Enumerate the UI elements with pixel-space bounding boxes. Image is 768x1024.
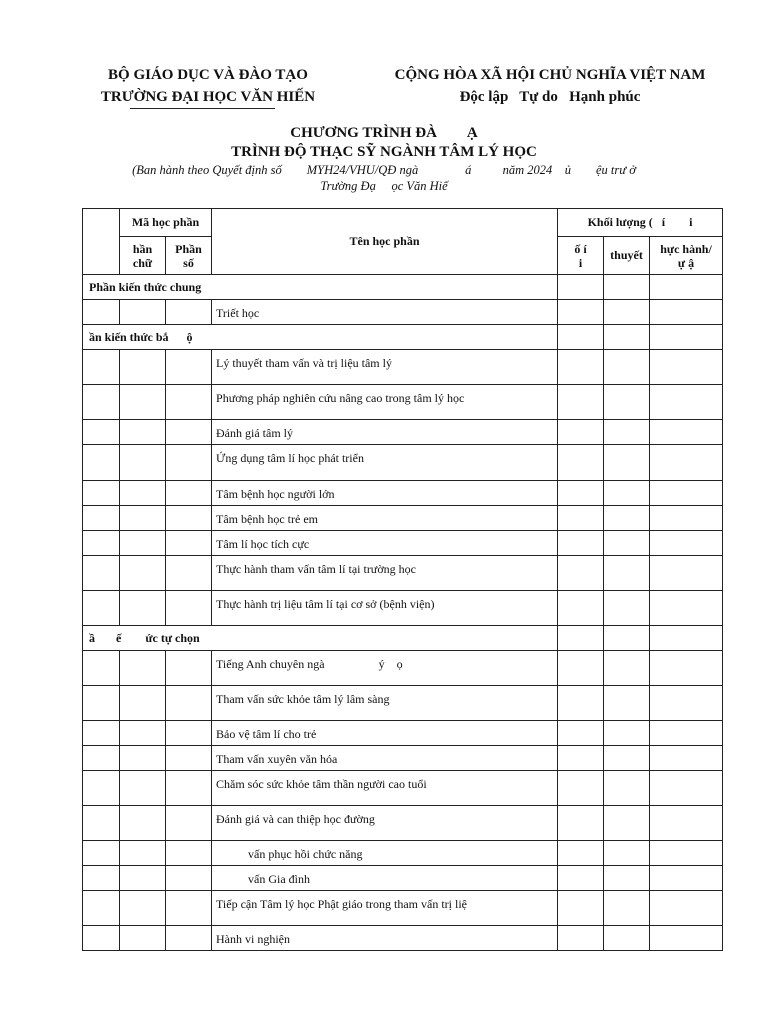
empty-cell [120,841,166,866]
table-row [83,771,723,806]
empty-cell [604,445,650,481]
table-row [83,591,723,626]
empty-cell [166,721,212,746]
empty-cell [604,275,650,300]
table-row [83,866,723,891]
empty-cell [650,506,723,531]
empty-cell [166,420,212,445]
empty-cell [650,481,723,506]
empty-cell [83,481,120,506]
empty-cell [558,771,604,806]
empty-cell [604,686,650,721]
empty-cell [650,866,723,891]
empty-cell [604,325,650,350]
empty-cell [120,350,166,385]
table-row [83,926,723,951]
empty-cell [604,651,650,686]
curriculum-table [82,208,723,951]
empty-cell [166,891,212,926]
empty-cell [83,531,120,556]
empty-cell [120,445,166,481]
table-row [83,746,723,771]
empty-cell [604,300,650,325]
empty-cell [120,891,166,926]
decree-note: (Ban hành theo Quyết định số MYH24/VHU/QĐ ngà á năm 2024 ủ ệu trư ở [132,163,636,177]
empty-cell [558,841,604,866]
empty-cell [166,300,212,325]
empty-cell [558,806,604,841]
empty-cell [650,300,723,325]
empty-cell [558,591,604,626]
section-title: ần kiến thức bắ ộ [83,325,558,350]
empty-cell [558,866,604,891]
header-underline-left [130,108,275,109]
empty-cell [120,686,166,721]
header-workload: Khối lượng ( í i [558,209,723,237]
empty-cell [120,721,166,746]
course-name: Chăm sóc sức khỏe tâm thần người cao tuổi [212,771,558,806]
empty-cell [166,350,212,385]
empty-cell [558,686,604,721]
empty-cell [120,926,166,951]
empty-cell [83,686,120,721]
empty-cell [120,866,166,891]
empty-cell [558,926,604,951]
empty-cell [120,481,166,506]
empty-cell [83,556,120,591]
empty-cell [604,591,650,626]
empty-cell [83,350,120,385]
empty-cell [604,891,650,926]
university-name: TRƯỜNG ĐẠI HỌC VĂN HIẾN [100,89,316,105]
ministry-name: BỘ GIÁO DỤC VÀ ĐÀO TẠO [108,67,308,83]
section-row [83,325,723,350]
ministry-header [90,64,326,108]
empty-cell [650,721,723,746]
header-practice: hực hành/ ự ậ [650,237,723,275]
empty-cell [558,626,604,651]
table-row [83,385,723,420]
empty-cell [558,325,604,350]
empty-cell [83,506,120,531]
course-name: Tiếng Anh chuyên ngà ý ọ [212,651,558,686]
empty-cell [83,806,120,841]
empty-cell [83,866,120,891]
empty-cell [604,385,650,420]
header-code-numbers: Phần số [166,237,212,275]
empty-cell [650,531,723,556]
empty-cell [650,420,723,445]
empty-cell [83,721,120,746]
table-row [83,806,723,841]
empty-cell [558,420,604,445]
table-row [83,651,723,686]
empty-cell [83,445,120,481]
empty-cell [166,926,212,951]
empty-cell [650,746,723,771]
empty-cell [558,721,604,746]
decree-note-line2: Trường Đạ ọc Văn Hiế [320,179,448,193]
empty-cell [166,746,212,771]
empty-cell [120,506,166,531]
empty-cell [604,481,650,506]
section-row [83,275,723,300]
empty-cell [650,806,723,841]
empty-cell [604,531,650,556]
republic-name: CỘNG HÒA XÃ HỘI CHỦ NGHĨA VIỆT NAM [394,67,706,83]
empty-cell [558,350,604,385]
empty-cell [83,300,120,325]
course-name: Phương pháp nghiên cứu nâng cao trong tâm lý học [212,385,558,420]
empty-cell [650,626,723,651]
header-code-letters: hần chữ [120,237,166,275]
empty-cell [120,746,166,771]
empty-cell [604,771,650,806]
header-course-name: Tên học phần [212,209,558,275]
empty-cell [83,841,120,866]
empty-cell [120,771,166,806]
empty-cell [604,866,650,891]
empty-cell [650,591,723,626]
course-name: Tham vấn sức khỏe tâm lý lâm sàng [212,686,558,721]
empty-cell [120,420,166,445]
empty-cell [604,506,650,531]
empty-cell [83,746,120,771]
program-level-title: TRÌNH ĐỘ THẠC SỸ NGÀNH TÂM LÝ HỌC [231,144,537,160]
empty-cell [83,420,120,445]
empty-cell [166,771,212,806]
section-row [83,626,723,651]
table-row [83,556,723,591]
empty-cell [166,506,212,531]
course-name: Tâm bệnh học người lớn [212,481,558,506]
section-title: Phần kiến thức chung [83,275,558,300]
empty-cell [558,746,604,771]
empty-cell [650,275,723,300]
empty-cell [166,806,212,841]
empty-cell [166,531,212,556]
course-name: Tâm bệnh học trẻ em [212,506,558,531]
empty-cell [558,300,604,325]
empty-cell [166,481,212,506]
empty-cell [558,385,604,420]
course-name: Tiếp cận Tâm lý học Phật giáo trong tham vấn trị liệ [212,891,558,926]
course-name: Bảo vệ tâm lí cho trẻ [212,721,558,746]
empty-cell [604,806,650,841]
empty-cell [120,651,166,686]
empty-cell [166,686,212,721]
empty-cell [558,531,604,556]
course-name: Tham vấn xuyên văn hóa [212,746,558,771]
empty-cell [83,385,120,420]
empty-cell [558,556,604,591]
header-stt [83,209,120,275]
empty-cell [166,385,212,420]
empty-cell [650,771,723,806]
table-row [83,531,723,556]
table-row [83,506,723,531]
course-name: Ứng dụng tâm lí học phát triển [212,445,558,481]
empty-cell [650,385,723,420]
course-name: Triết học [212,300,558,325]
empty-cell [558,891,604,926]
empty-cell [558,275,604,300]
course-name: Lý thuyết tham vấn và trị liệu tâm lý [212,350,558,385]
table-row [83,350,723,385]
empty-cell [650,841,723,866]
empty-cell [650,651,723,686]
course-name: vấn phục hồi chức năng [212,841,558,866]
empty-cell [166,866,212,891]
empty-cell [120,806,166,841]
table-row [83,481,723,506]
course-name: Đánh giá tâm lý [212,420,558,445]
empty-cell [604,746,650,771]
section-title: ầ ế ức tự chọn [83,626,558,651]
empty-cell [166,651,212,686]
national-motto: Độc lập Tự do Hạnh phúc [459,89,641,105]
empty-cell [650,891,723,926]
empty-cell [83,771,120,806]
course-name: Thực hành tham vấn tâm lí tại trường học [212,556,558,591]
empty-cell [604,926,650,951]
course-name: Tâm lí học tích cực [212,531,558,556]
empty-cell [604,626,650,651]
empty-cell [604,841,650,866]
empty-cell [166,591,212,626]
table-row [83,891,723,926]
table-row [83,300,723,325]
empty-cell [604,350,650,385]
course-name: Hành vi nghiện [212,926,558,951]
empty-cell [650,445,723,481]
empty-cell [83,926,120,951]
empty-cell [558,506,604,531]
empty-cell [166,841,212,866]
empty-cell [120,531,166,556]
empty-cell [558,651,604,686]
course-name: Thực hành trị liệu tâm lí tại cơ sở (bệnh viện) [212,591,558,626]
table-row [83,420,723,445]
empty-cell [650,325,723,350]
empty-cell [83,651,120,686]
header-course-code: Mã học phần [120,209,212,237]
empty-cell [166,556,212,591]
empty-cell [166,445,212,481]
empty-cell [558,481,604,506]
header-total-credits: ố í i [558,237,604,275]
empty-cell [604,420,650,445]
table-row [83,721,723,746]
empty-cell [120,591,166,626]
program-title: CHƯƠNG TRÌNH ĐÀ Ạ [290,125,478,141]
empty-cell [650,556,723,591]
table-row [83,686,723,721]
empty-cell [120,300,166,325]
table-row [83,445,723,481]
republic-header [366,64,734,108]
empty-cell [120,556,166,591]
empty-cell [650,350,723,385]
header-theory: thuyết [604,237,650,275]
empty-cell [83,891,120,926]
empty-cell [604,556,650,591]
course-name: vấn Gia đình [212,866,558,891]
empty-cell [650,926,723,951]
table-row [83,841,723,866]
empty-cell [120,385,166,420]
empty-cell [650,686,723,721]
empty-cell [604,721,650,746]
document-title-block [60,124,708,194]
course-name: Đánh giá và can thiệp học đường [212,806,558,841]
empty-cell [558,445,604,481]
empty-cell [83,591,120,626]
